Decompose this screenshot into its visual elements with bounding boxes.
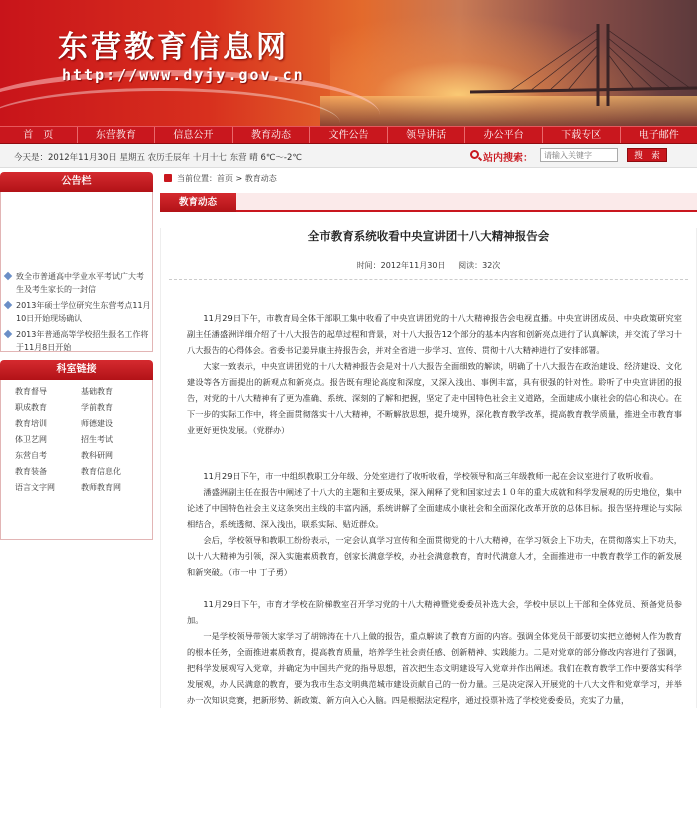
nav-leader-speeches[interactable]: 领导讲话 (388, 127, 466, 143)
department-links (0, 360, 153, 540)
department-links-title: 科室链接 (0, 360, 153, 380)
nav-info-disclosure[interactable]: 信息公开 (155, 127, 233, 143)
nav-email[interactable]: 电子邮件 (638, 130, 679, 141)
bullet-icon (4, 272, 12, 280)
article-paragraph: 一是学校领导带领大家学习了胡锦涛在十八上做的报告，重点解读了教育方面的内容。强调全体党员干部要切实把立德树人作为教育的根本任务，全面推进素质教育，提高教育质量，培养学生社会责任感、创新精神、实践能力。二是对党章的部分修改内容进行了强调，把科学发展观写入党章，并确定为中国共产党的指导思想，首次把生态文明建设写入党章并作出阐述。我们在教育教学工作中要落实科学发展观，办人民满意的教育，要为我市生态文明典范城市建设贡献自己的一份力量。三是决定深入开展党的十八大文件和党章学习，并举办一次知识竞赛，把新形势、新政策、新方向入心入脑。四是根据法定程序，通过投票补选了学校党委委员，充实了力量， (187, 631, 682, 705)
site-title: 东营教育信息网 (58, 30, 289, 65)
link-research-net[interactable]: 教科研网 (81, 451, 113, 460)
site-banner (0, 0, 697, 126)
link-education-supervision[interactable]: 教育督导 (15, 387, 47, 396)
link-informatization[interactable]: 教育信息化 (81, 467, 121, 476)
article-paragraph: 11月29日下午，市育才学校在阶梯教室召开学习党的十八大精神暨党委委员补选大会，学校中层以上干部和全体党员、预备党员参加。 (187, 599, 682, 625)
notice-item[interactable]: 2013年普通高等学校招生报名工作将于11月8日开始 (5, 328, 151, 354)
breadcrumb: 当前位置：首页 > 教育动态 (160, 170, 697, 187)
date-weather: 今天是：2012年11月30日 星期五 农历壬辰年 十月十七 东营 晴 6℃～-2℃ (14, 153, 302, 163)
notice-board (0, 192, 153, 352)
article (160, 228, 697, 708)
site-url: http://www.dyjy.gov.cn (62, 66, 305, 84)
nav-downloads[interactable]: 下载专区 (543, 127, 621, 143)
link-admissions-exams[interactable]: 招生考试 (81, 435, 113, 444)
info-bar (0, 144, 697, 168)
link-equipment[interactable]: 教育装备 (15, 467, 47, 476)
link-preschool-education[interactable]: 学前教育 (81, 403, 113, 412)
nav-announcements[interactable]: 文件公告 (310, 127, 388, 143)
nav-home[interactable]: 首 页 (0, 127, 78, 143)
link-education-training[interactable]: 教育培训 (15, 419, 47, 428)
article-paragraph: 大家一致表示，中央宣讲团党的十八大精神报告会是对十八大报告全面细致的解读，明确了十八大报告在政治建设、经济建设、文化建设等各方面提出的新观点和新亮点。报告既有理论高度和深度，又深入浅出、事例丰富，具有很强的针对性。聆听了中央宣讲团的报告，对党的十八大精神有了更为准确、系统、深刻的了解和把握，坚定了走中国特色社会主义道路，全面建成小康社会的信心和决心。在下一步的实际工作中，将全面贯彻落实十八大精神，不断解放思想，提升境界，深化教育教学改革，提高教育教学质量，推进全市教育事业更好更快发展。（党群办） (187, 361, 682, 435)
article-paragraph: 11月29日下午，市一中组织教职工分年级、分处室进行了收听收看，学校领导和高三年级教师一起在会议室进行了收听收看。 (203, 471, 659, 481)
link-teacher-ethics[interactable]: 师德建设 (81, 419, 113, 428)
link-teacher-education[interactable]: 教师教育网 (81, 483, 121, 492)
bullet-icon (4, 301, 12, 309)
bullet-icon (4, 330, 12, 338)
article-paragraph: 11月29日下午，市教育局全体干部职工集中收看了中央宣讲团党的十八大精神报告会电视直播。中央宣讲团成员、中央政策研究室副主任潘盛洲详细介绍了十八大报告的起草过程和背景，对十八大报告12个部分的基本内容和创新亮点进行了认真解读，并交流了学习十八大报告的心得体会。省委书记姜异康主持报告会，并对全省进一步学习、宣传、贯彻十八大精神进行了安排部署。 (187, 313, 682, 355)
article-meta: 时间：2012年11月30日 阅读：32次 (356, 261, 501, 270)
section-header (160, 193, 697, 212)
nav-dongying-education[interactable]: 东营教育 (78, 127, 156, 143)
main-nav (0, 126, 697, 144)
home-icon (164, 174, 172, 182)
search-button[interactable]: 搜 索 (627, 148, 667, 162)
link-sports-arts[interactable]: 体卫艺网 (15, 435, 47, 444)
main-content (160, 170, 697, 708)
link-language-net[interactable]: 语言文字网 (15, 483, 55, 492)
nav-office-platform[interactable]: 办公平台 (465, 127, 543, 143)
sidebar (0, 172, 153, 540)
notice-board-title: 公告栏 (0, 172, 153, 192)
nav-education-news[interactable]: 教育动态 (233, 127, 311, 143)
search-input[interactable] (540, 148, 618, 162)
link-self-study-exam[interactable]: 东营自考 (15, 451, 47, 460)
notice-list (5, 270, 151, 357)
article-body (161, 280, 696, 708)
link-basic-education[interactable]: 基础教育 (81, 387, 113, 396)
link-vocational-education[interactable]: 职成教育 (15, 403, 47, 412)
article-paragraph: 潘盛洲副主任在报告中阐述了十八大的主题和主要成果，深入阐释了党和国家过去１０年的重大成就和科学发展观的历史地位，集中论述了中国特色社会主义这条突出主线的丰富内涵，系统讲解了全面建成小康社会和全面深化改革开放的总体目标。报告坚持理论与实际相结合，系统透彻、深入浅出，联系实际、贴近群众。 (187, 487, 682, 529)
article-title: 全市教育系统收看中央宣讲团十八大精神报告会 (307, 229, 550, 243)
search-icon (470, 150, 479, 159)
links-grid (0, 380, 153, 540)
bridge-icon (470, 10, 697, 120)
notice-item[interactable]: 致全市普通高中学业水平考试广大考生及考生家长的一封信 (5, 270, 151, 296)
article-paragraph: 会后，学校领导和教职工纷纷表示，一定会认真学习宣传和全面贯彻党的十八大精神，在学习领会上下功夫，在贯彻落实上下功夫，以十八大精神为引领，深入实施素质教育，创家长满意学校，办社会满意教育，育时代满意人才，全面推进市一中教育教学工作的新发展和新突破。（市一中 丁子勇） (187, 535, 682, 577)
notice-item[interactable]: 2013年硕士学位研究生东营考点11月10日开始现场确认 (5, 299, 151, 325)
search-label: 站内搜索： (483, 153, 533, 164)
section-tab: 教育动态 (160, 193, 236, 212)
